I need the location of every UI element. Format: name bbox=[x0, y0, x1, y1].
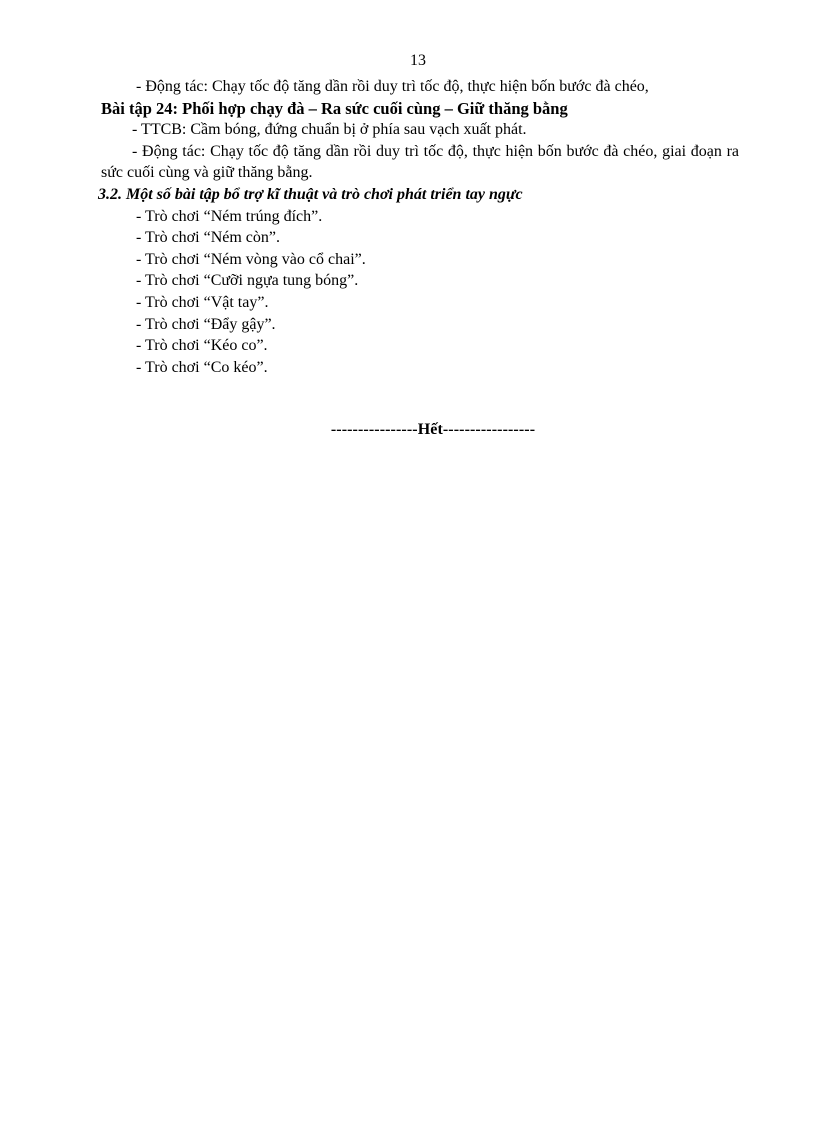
list-item: - Trò chơi “Co kéo”. bbox=[136, 358, 268, 376]
paragraph-ttcb: - TTCB: Cầm bóng, đứng chuẩn bị ở phía sau vạch xuất phát. bbox=[132, 121, 527, 139]
list-item: - Trò chơi “Vật tay”. bbox=[136, 293, 269, 311]
document-body bbox=[98, 76, 739, 378]
section-3-2-heading: 3.2. Một số bài tập bổ trợ kĩ thuật và trò chơi phát triển tay ngực bbox=[98, 185, 523, 203]
list-item: - Trò chơi “Cưỡi ngựa tung bóng”. bbox=[136, 272, 359, 290]
page-number: 13 bbox=[410, 52, 426, 69]
games-list bbox=[101, 206, 739, 379]
paragraph-movement-2: - Động tác: Chạy tốc độ tăng dần rồi duy trì tốc độ, thực hiện bốn bước đà chéo, giai đoạn ra sức cuối cùng và giữ thăng bằng. bbox=[101, 142, 739, 182]
list-item: - Trò chơi “Đẩy gậy”. bbox=[136, 315, 276, 333]
list-item: - Trò chơi “Kéo co”. bbox=[136, 337, 268, 355]
list-item: - Trò chơi “Ném trúng đích”. bbox=[136, 207, 323, 225]
end-mark: ----------------Hết----------------- bbox=[330, 421, 536, 438]
list-item: - Trò chơi “Ném còn”. bbox=[136, 229, 280, 247]
exercise-24-heading: Bài tập 24: Phối hợp chạy đà – Ra sức cuối cùng – Giữ thăng bằng bbox=[101, 98, 568, 118]
list-item: - Trò chơi “Ném vòng vào cổ chai”. bbox=[136, 250, 366, 268]
paragraph-movement-1: - Động tác: Chạy tốc độ tăng dần rồi duy trì tốc độ, thực hiện bốn bước đà chéo, bbox=[136, 78, 649, 95]
